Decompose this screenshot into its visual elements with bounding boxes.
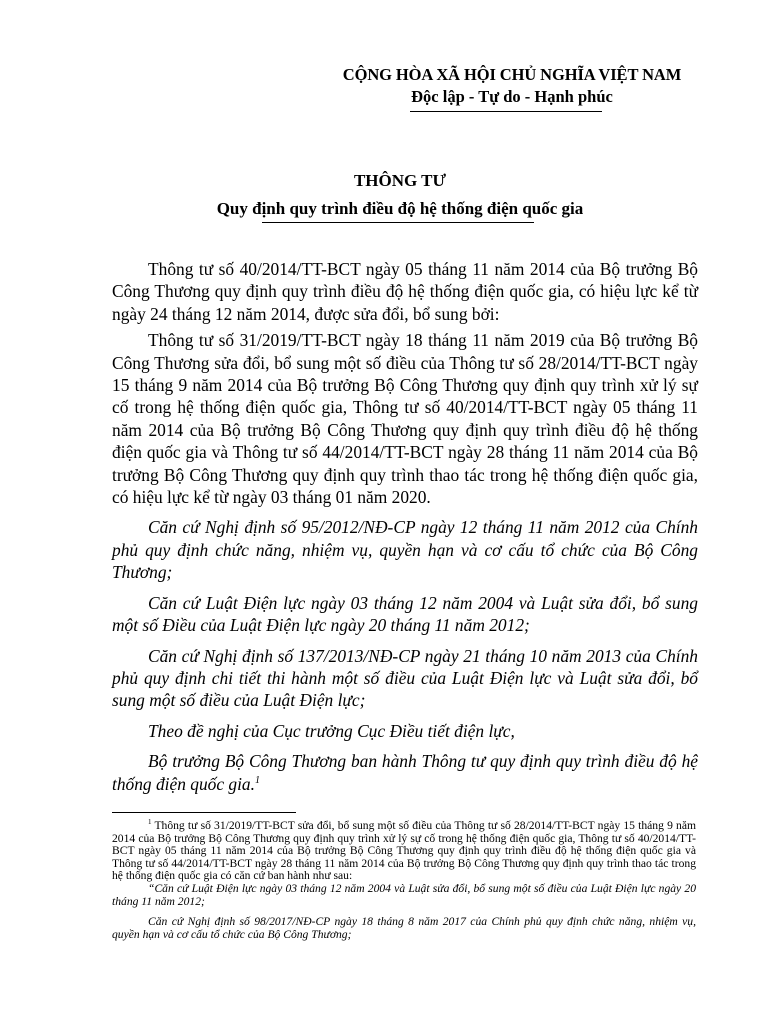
footnote-marker: 1	[148, 818, 152, 827]
document-type: THÔNG TƯ	[353, 171, 447, 190]
footnote-1	[112, 820, 696, 883]
paragraph-legal-basis-decree-95: Căn cứ Nghị định số 95/2012/NĐ-CP ngày 12 tháng 11 năm 2012 của Chính phủ quy định chức năng, nhiệm vụ, quyền hạn và cơ cấu tổ chức của Bộ Công Thương;	[112, 517, 698, 583]
nation-name: CỘNG HÒA XÃ HỘI CHỦ NGHĨA VIỆT NAM	[342, 65, 682, 84]
footnote-1-quote-law: “Căn cứ Luật Điện lực ngày 03 tháng 12 năm 2004 và Luật sửa đổi, bổ sung một số điều của Luật Điện lực ngày 20 tháng 11 năm 2012;	[112, 881, 696, 908]
paragraph-promulgation	[112, 750, 698, 795]
promulgation-text: Bộ trưởng Bộ Công Thương ban hành Thông tư quy định quy trình điều độ hệ thống điện quốc gia.	[112, 751, 698, 794]
paragraph-legal-basis-decree-137: Căn cứ Nghị định số 137/2013/NĐ-CP ngày 21 tháng 10 năm 2013 của Chính phủ quy định chi tiết thi hành một số điều của Luật Điện lực và Luật sửa đổi, bổ sung một số điều của Luật Điện lực;	[112, 645, 698, 711]
document-body	[112, 258, 698, 799]
motto-underline	[410, 111, 602, 112]
footnotes	[112, 820, 696, 941]
title-block	[0, 170, 768, 220]
title-underline	[262, 222, 534, 223]
national-header	[312, 64, 712, 108]
paragraph-consolidated-circular: Thông tư số 40/2014/TT-BCT ngày 05 tháng 11 năm 2014 của Bộ trưởng Bộ Công Thương quy định quy trình điều độ hệ thống điện quốc gia, có hiệu lực kể từ ngày 24 tháng 12 năm 2014, được sửa đổi, bổ sung bởi:	[112, 259, 698, 324]
document-subject: Quy định quy trình điều độ hệ thống điện quốc gia	[216, 199, 584, 218]
footnote-reference[interactable]: 1	[254, 774, 260, 786]
paragraph-amending-circular: Thông tư số 31/2019/TT-BCT ngày 18 tháng 11 năm 2019 của Bộ trưởng Bộ Công Thương sửa đổi, bổ sung một số điều của Thông tư số 28/2014/TT-BCT ngày 15 tháng 9 năm 2014 của Bộ trưởng Bộ Công Thương quy định quy trình xử lý sự cố trong hệ thống điện quốc gia, Thông tư số 40/2014/TT-BCT ngày 05 tháng 11 năm 2014 của Bộ trưởng Bộ Công Thương quy định quy trình điều độ hệ thống điện quốc gia và Thông tư số 44/2014/TT-BCT ngày 28 tháng 11 năm 2014 của Bộ trưởng Bộ Công Thương quy định quy trình thao tác trong hệ thống điện quốc gia, có hiệu lực kể từ ngày 03 tháng 01 năm 2020.	[112, 330, 698, 508]
footnote-1-quote-decree: Căn cứ Nghị định số 98/2017/NĐ-CP ngày 18 tháng 8 năm 2017 của Chính phủ quy định chức năng, nhiệm vụ, quyền hạn và cơ cấu tổ chức của Bộ Công Thương;	[112, 915, 696, 941]
footnote-separator	[112, 812, 296, 813]
national-motto: Độc lập - Tự do - Hạnh phúc	[411, 87, 613, 106]
paragraph-proposal: Theo đề nghị của Cục trưởng Cục Điều tiết điện lực,	[148, 720, 515, 741]
paragraph-legal-basis-electricity-law: Căn cứ Luật Điện lực ngày 03 tháng 12 năm 2004 và Luật sửa đổi, bổ sung một số Điều của Luật Điện lực ngày 20 tháng 11 năm 2012;	[112, 592, 698, 636]
footnote-1-text: Thông tư số 31/2019/TT-BCT sửa đổi, bổ sung một số điều của Thông tư số 28/2014/TT-BCT ngày 15 tháng 9 năm 2014 của Bộ trưởng Bộ Công Thương quy định quy trình xử lý sự cố trong hệ thống điện quốc gia, Thông tư số 40/2014/TT-BCT ngày 05 tháng 11 năm 2014 của Bộ trưởng Bộ Công Thương quy định quy trình điều độ hệ thống điện quốc gia và Thông tư số 44/2014/TT-BCT ngày 28 tháng 11 năm 2014 của Bộ trưởng Bộ Công Thương quy định quy trình thao tác trong hệ thống điện quốc gia có căn cứ ban hành như sau:	[112, 819, 696, 883]
